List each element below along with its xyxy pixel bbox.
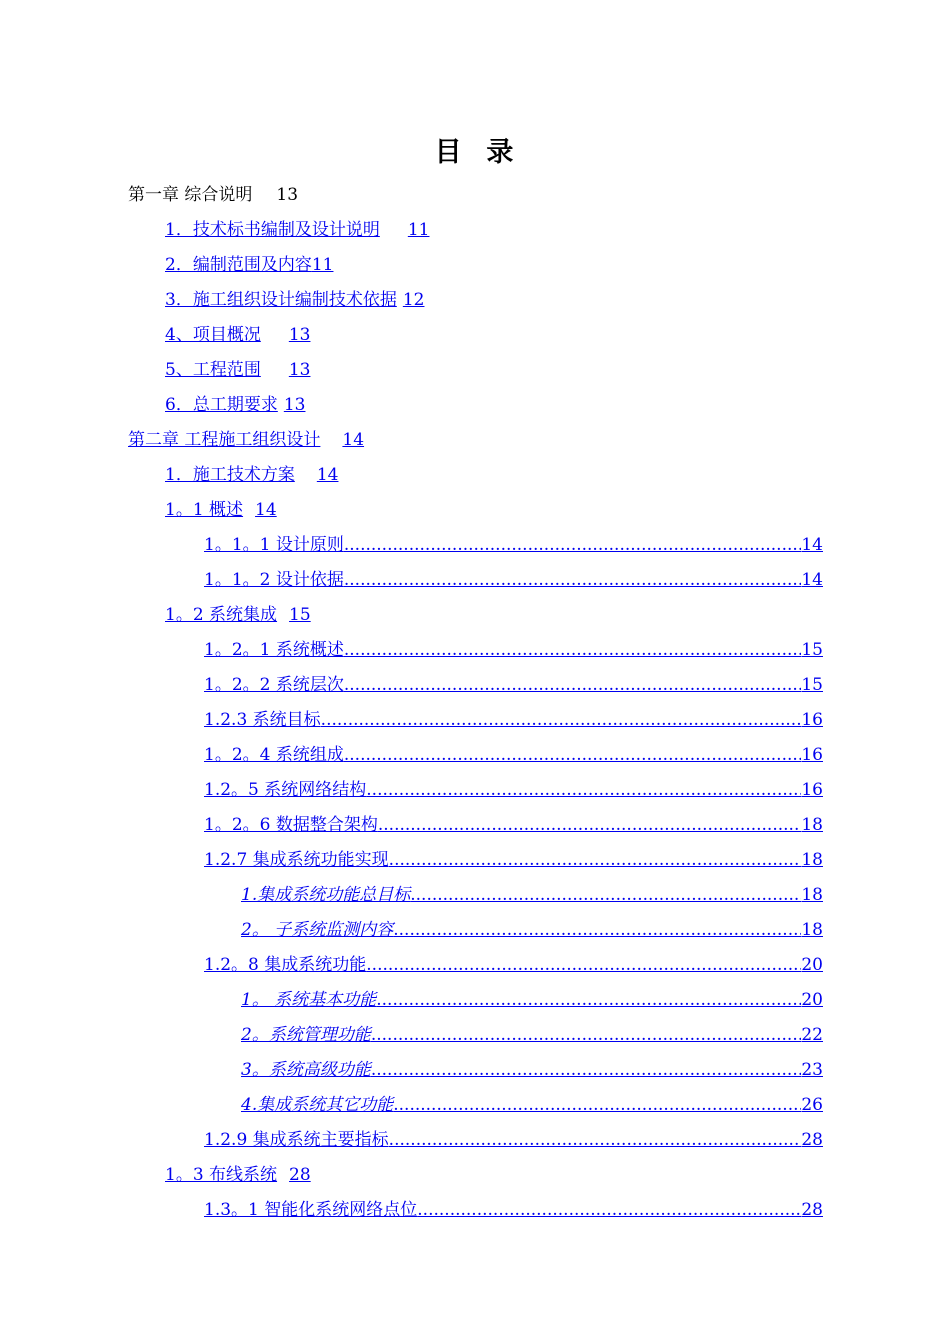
toc-label: 1。3 布线系统 (165, 1165, 278, 1185)
toc-chapter-1 (128, 180, 298, 210)
toc-label: 1。2。6 数据整合架构 (204, 815, 378, 835)
toc-page: 18 (801, 850, 823, 870)
toc-entry[interactable] (241, 915, 823, 945)
toc-entry[interactable] (241, 1020, 823, 1050)
toc-page: 15 (801, 675, 823, 695)
toc-entry[interactable] (204, 565, 823, 595)
toc-label: 1。2。2 系统层次 (204, 675, 344, 695)
toc-entry[interactable] (165, 285, 424, 315)
toc-page: 18 (801, 815, 823, 835)
dot-leader (410, 880, 801, 910)
dot-leader (344, 670, 802, 700)
toc-page: 18 (801, 920, 823, 940)
dot-leader (344, 635, 802, 665)
toc-page: 26 (801, 1095, 823, 1115)
toc-chapter-2[interactable] (128, 425, 364, 455)
toc-label: 1。2。4 系统组成 (204, 745, 344, 765)
toc-entry[interactable] (165, 1160, 311, 1190)
dot-leader (344, 530, 802, 560)
toc-label: 1。2 系统集成 (165, 605, 278, 625)
toc-entry[interactable] (241, 1055, 823, 1085)
toc-entry[interactable] (165, 460, 338, 490)
toc-entry[interactable] (241, 1090, 823, 1120)
toc-label: 1.2。5 系统网络结构 (204, 780, 367, 800)
toc-label: 1。1 概述 (165, 500, 244, 520)
toc-page: 13 (288, 325, 311, 345)
toc-page: 16 (801, 710, 823, 730)
toc-entry[interactable] (204, 635, 823, 665)
toc-entry[interactable] (241, 880, 823, 910)
page-title: 目 录 (434, 137, 516, 168)
toc-entry[interactable] (165, 250, 333, 280)
toc-label: 1.2。8 集成系统功能 (204, 955, 367, 975)
toc-page: 28 (801, 1130, 823, 1150)
toc-page: 14 (316, 465, 339, 485)
toc-page: 11 (311, 255, 334, 275)
toc-page: 18 (801, 885, 823, 905)
toc-label: 5、工程范围 (165, 360, 261, 380)
toc-page: 23 (801, 1060, 823, 1080)
dot-leader (344, 740, 802, 770)
dot-leader (344, 565, 802, 595)
toc-page: 20 (801, 990, 823, 1010)
toc-page: 15 (801, 640, 823, 660)
toc-label: 3。系统高级功能 (241, 1060, 371, 1080)
toc-entry[interactable] (165, 320, 310, 350)
toc-label: 1.3。1 智能化系统网络点位 (204, 1200, 418, 1220)
dot-leader (393, 1090, 801, 1120)
toc-label: 1。1。1 设计原则 (204, 535, 344, 555)
toc-entry[interactable] (165, 600, 311, 630)
toc-entry[interactable] (204, 845, 823, 875)
dot-leader (389, 845, 802, 875)
dot-leader (371, 1055, 802, 1085)
toc-page: 13 (288, 360, 311, 380)
toc-label: 1。1。2 设计依据 (204, 570, 344, 590)
dot-leader (366, 775, 801, 805)
toc-entry[interactable] (165, 215, 429, 245)
toc-entry[interactable] (165, 495, 277, 525)
toc-label: 3．施工组织设计编制技术依据 (165, 290, 397, 310)
dot-leader (417, 1195, 801, 1225)
toc-page: 13 (276, 185, 299, 205)
toc-label: 1．技术标书编制及设计说明 (165, 220, 380, 240)
toc-page: 14 (801, 535, 823, 555)
toc-entry[interactable] (204, 670, 823, 700)
toc-page: 11 (407, 220, 430, 240)
toc-label: 6．总工期要求 (165, 395, 278, 415)
toc-entry[interactable] (204, 740, 823, 770)
toc-entry[interactable] (165, 390, 305, 420)
toc-label: 1。 系统基本功能 (241, 990, 377, 1010)
toc-entry[interactable] (204, 1125, 823, 1155)
toc-entry[interactable] (204, 810, 823, 840)
toc-entry[interactable] (204, 775, 823, 805)
dot-leader (378, 810, 802, 840)
toc-label: 1.2.3 系统目标 (204, 710, 321, 730)
toc-page: 16 (801, 780, 823, 800)
toc-page: 14 (801, 570, 823, 590)
toc-label: 2。 子系统监测内容 (241, 920, 394, 940)
toc-page: 12 (402, 290, 425, 310)
toc-label: 1.2.7 集成系统功能实现 (204, 850, 389, 870)
toc-label: 2。系统管理功能 (241, 1025, 371, 1045)
toc-label: 4、项目概况 (165, 325, 261, 345)
toc-entry[interactable] (204, 1195, 823, 1225)
toc-entry[interactable] (204, 705, 823, 735)
toc-entry[interactable] (204, 530, 823, 560)
toc-entry[interactable] (204, 950, 823, 980)
dot-leader (371, 1020, 802, 1050)
toc-page: 15 (289, 605, 311, 625)
dot-leader (321, 705, 802, 735)
toc-entry[interactable] (165, 355, 310, 385)
toc-label: 第二章 工程施工组织设计 (128, 430, 321, 450)
toc-page: 13 (283, 395, 306, 415)
toc-page: 16 (801, 745, 823, 765)
toc-label: 1。2。1 系统概述 (204, 640, 344, 660)
dot-leader (393, 915, 801, 945)
dot-leader (366, 950, 801, 980)
toc-entry[interactable] (241, 985, 823, 1015)
toc-label: 1.2.9 集成系统主要指标 (204, 1130, 389, 1150)
dot-leader (376, 985, 801, 1015)
toc-page: 14 (255, 500, 277, 520)
toc-label: 2．编制范围及内容 (165, 255, 312, 275)
toc-page: 28 (801, 1200, 823, 1220)
toc-page: 22 (801, 1025, 823, 1045)
toc-page: 14 (342, 430, 365, 450)
dot-leader (389, 1125, 802, 1155)
toc-label: 第一章 综合说明 (128, 185, 253, 205)
toc-page: 28 (289, 1165, 311, 1185)
toc-page: 20 (801, 955, 823, 975)
toc-label: 4.集成系统其它功能 (241, 1095, 394, 1115)
toc-label: 1．施工技术方案 (165, 465, 295, 485)
toc-label: 1.集成系统功能总目标 (241, 885, 411, 905)
